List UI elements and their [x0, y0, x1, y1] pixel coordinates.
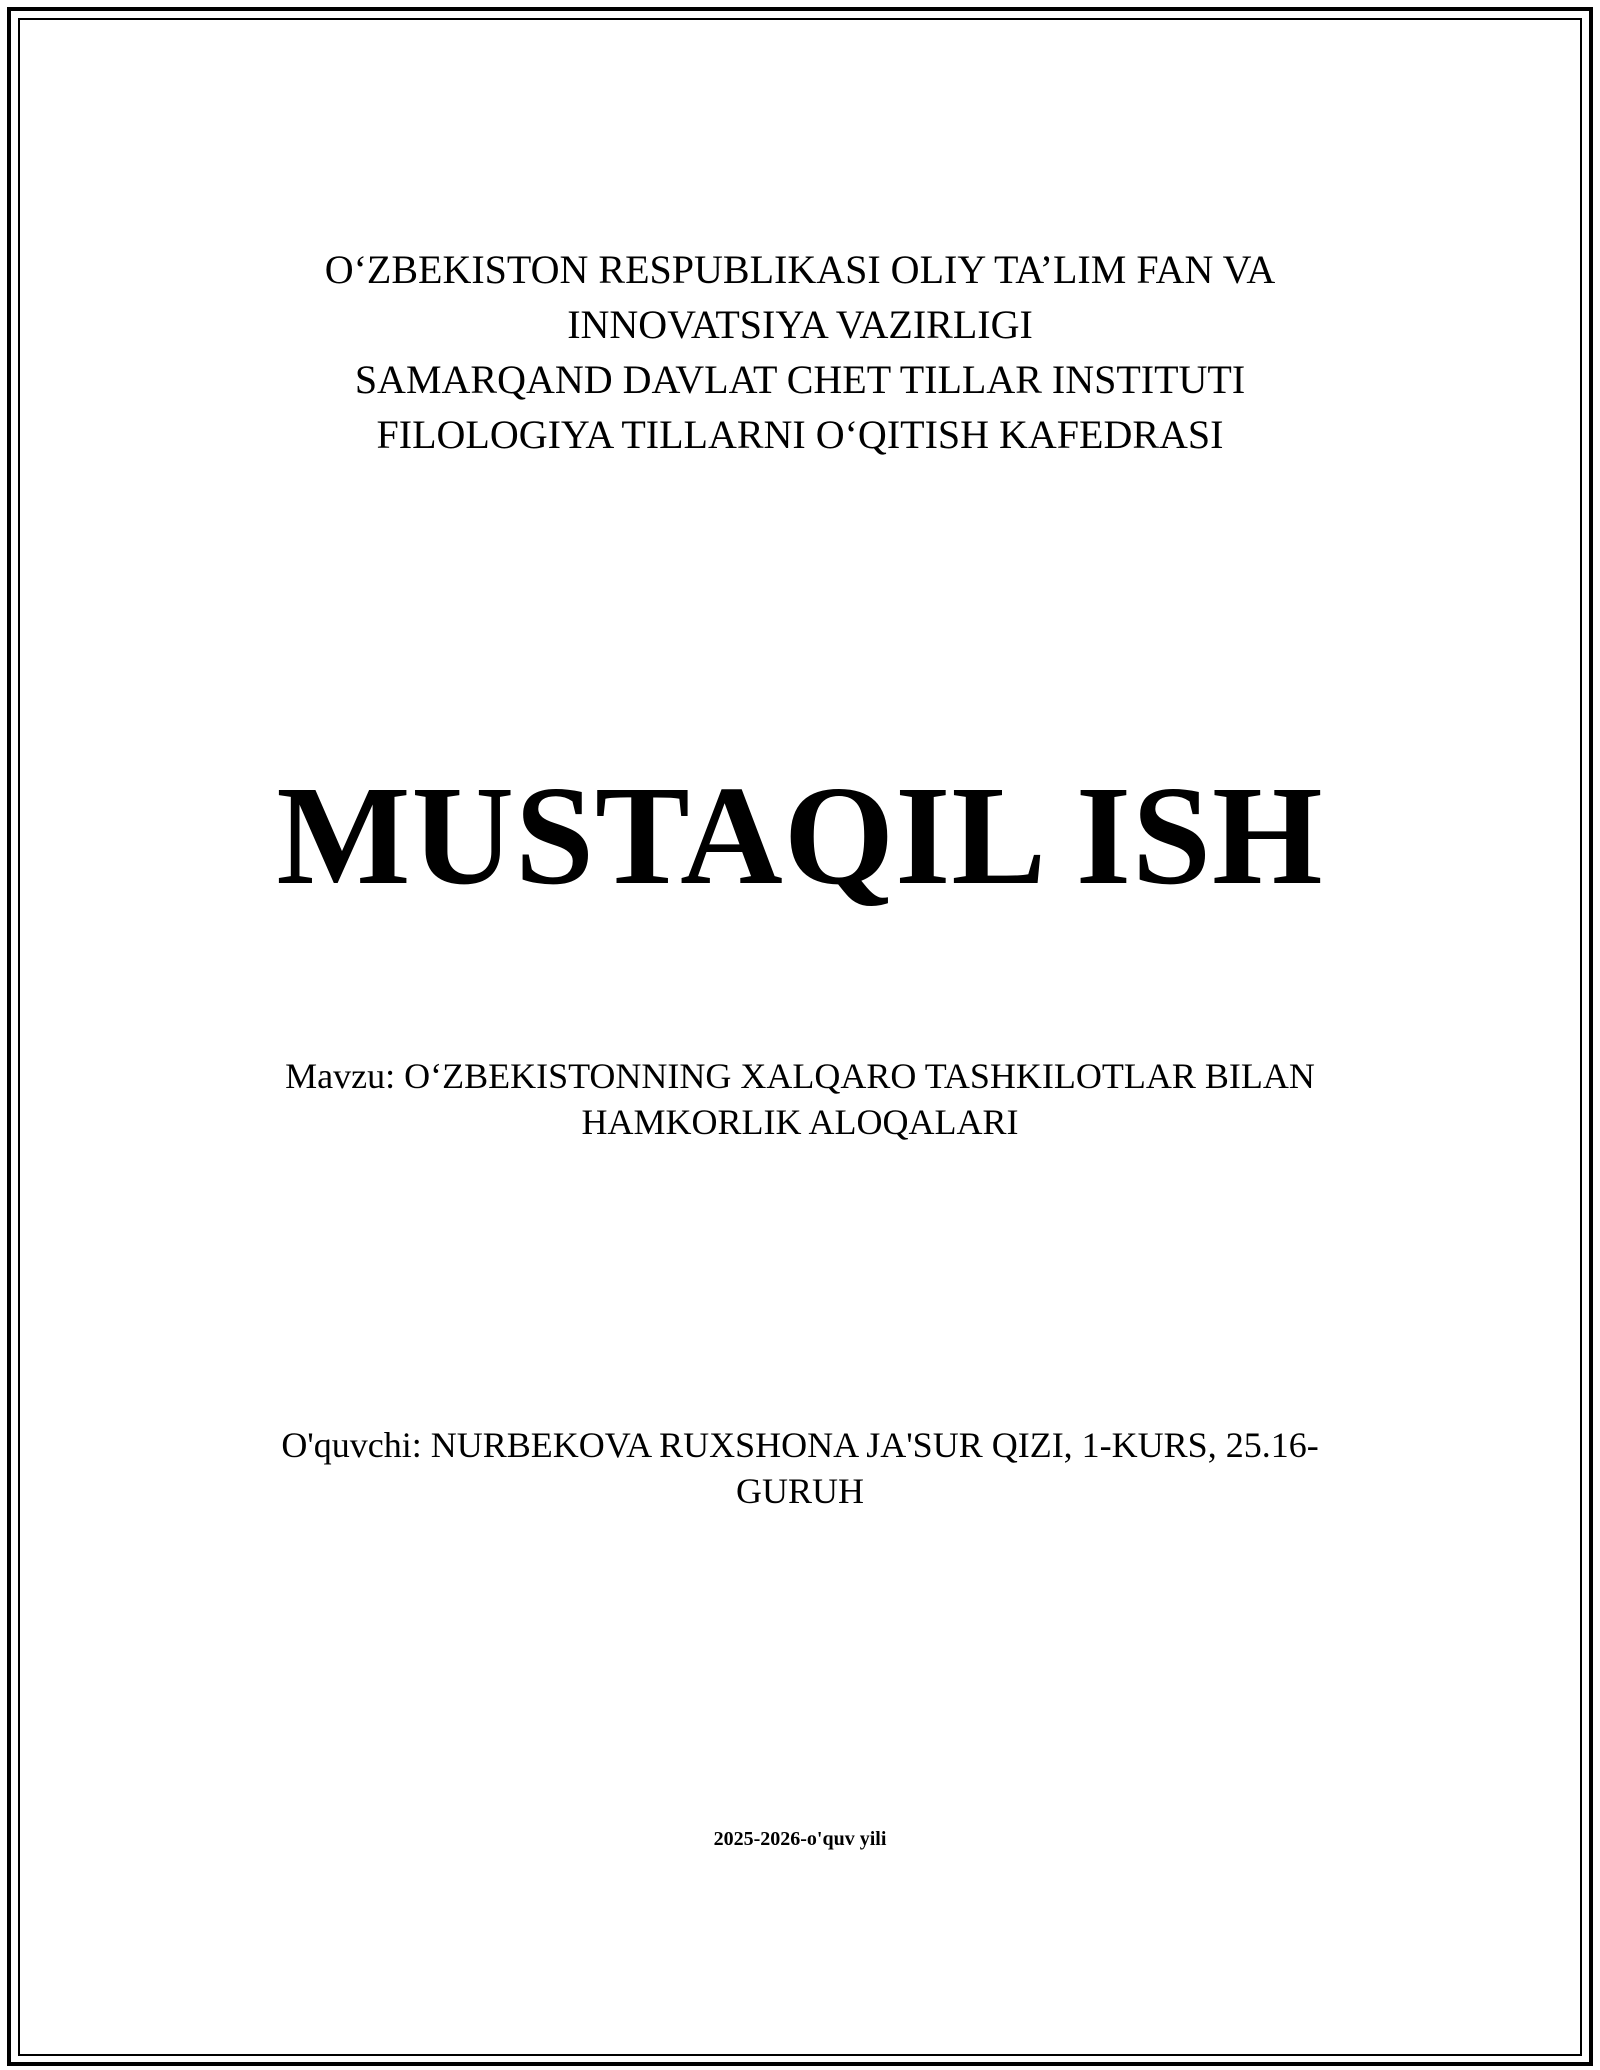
ministry-line-1: O‘ZBEKISTON RESPUBLIKASI OLIY TA’LIM FAN VA [324, 247, 1276, 292]
academic-year: 2025-2026-o'quv yili [713, 1828, 887, 1850]
department-name: FILOLOGIYA TILLARNI O‘QITISH KAFEDRASI [376, 412, 1224, 457]
document-title: MUSTAQIL ISH [276, 756, 1324, 914]
topic-block [0, 1053, 1600, 1145]
ministry-line-2: INNOVATSIYA VAZIRLIGI [567, 302, 1033, 347]
topic-line-1: Mavzu: O‘ZBEKISTONNING XALQARO TASHKILOTLAR BILAN [285, 1056, 1315, 1096]
student-block [0, 1422, 1600, 1514]
topic-line-2: HAMKORLIK ALOQALARI [581, 1102, 1019, 1142]
institution-header [0, 242, 1600, 462]
student-line-1: O'quvchi: NURBEKOVA RUXSHONA JA'SUR QIZI, 1-KURS, 25.16- [281, 1425, 1319, 1465]
institute-name: SAMARQAND DAVLAT CHET TILLAR INSTITUTI [354, 357, 1246, 402]
student-line-2: GURUH [735, 1471, 864, 1511]
